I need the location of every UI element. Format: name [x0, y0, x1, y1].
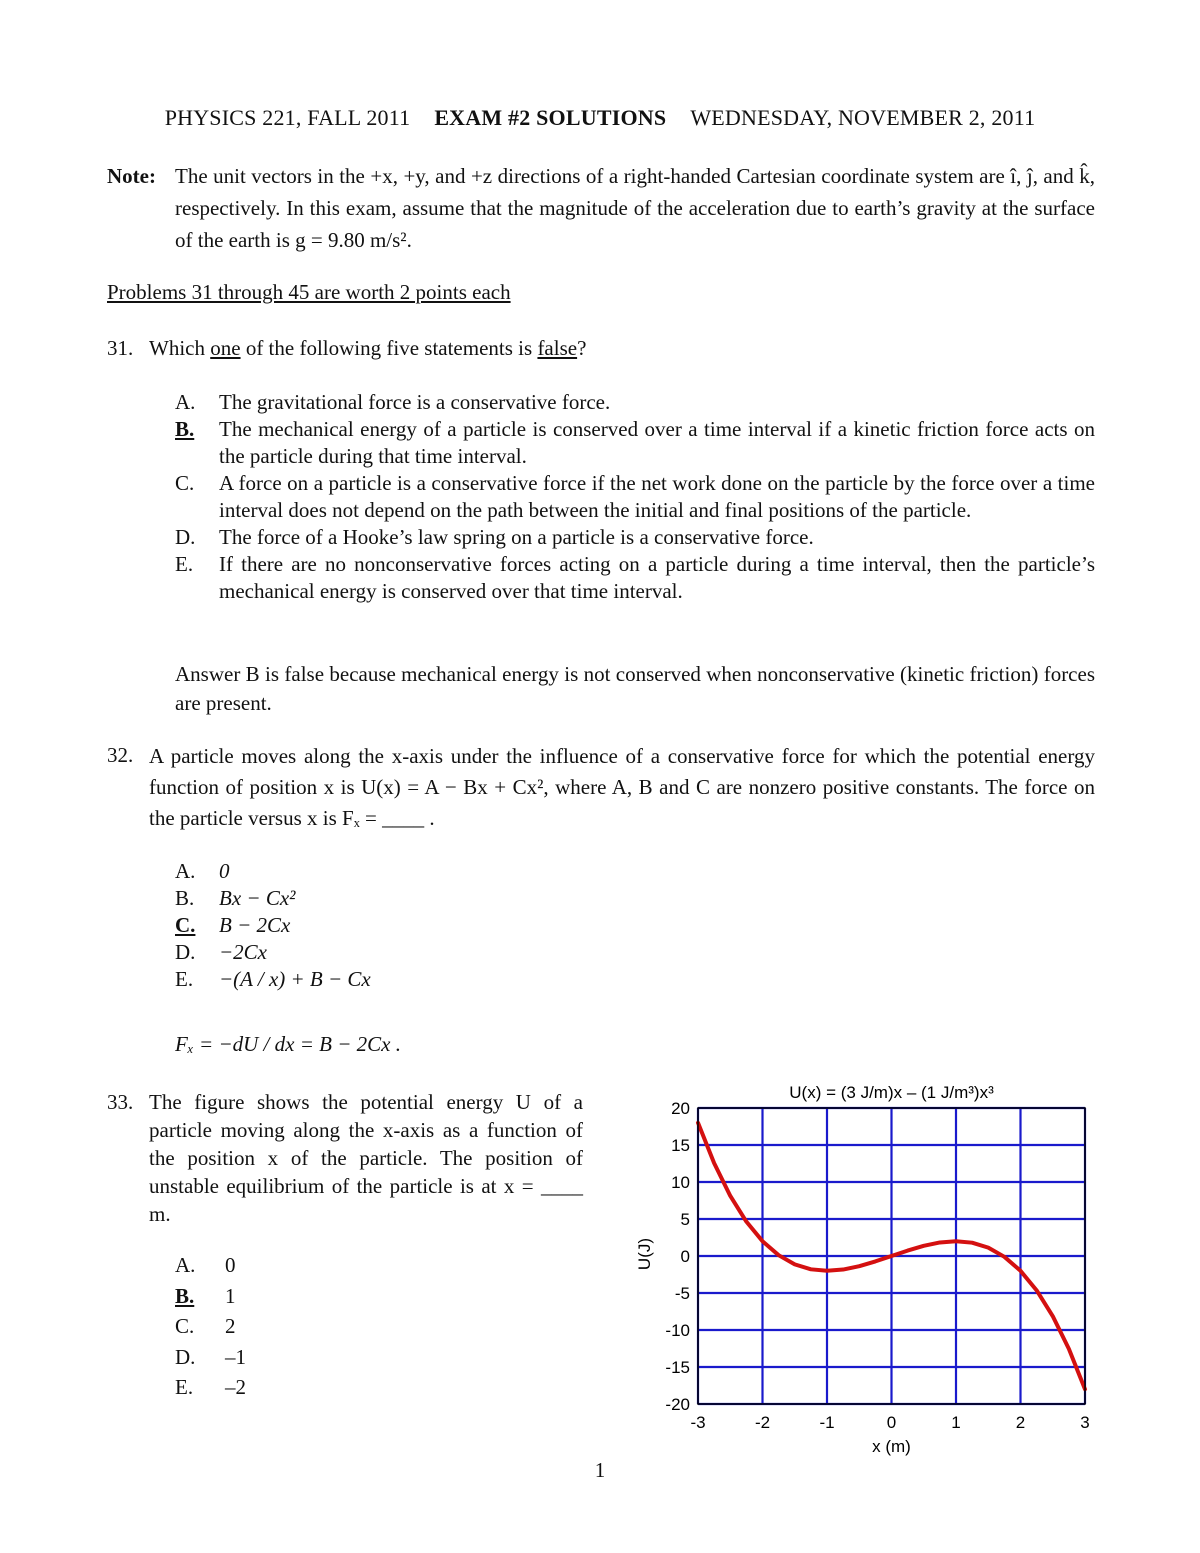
option-a: A. The gravitational force is a conservative force. [175, 390, 611, 414]
question-text: The figure shows the potential energy U of a particle moving along the x-axis as a function of the position x of the particle. The position of unstable equilibrium of the particle is at x = ____ m. [149, 1090, 583, 1226]
x-tick-label: 3 [1080, 1413, 1090, 1432]
exam-title: EXAM #2 SOLUTIONS [434, 105, 667, 130]
y-tick-label: 10 [671, 1173, 690, 1192]
x-tick-label: -1 [819, 1413, 835, 1432]
y-tick-label: -10 [665, 1321, 690, 1340]
option-c: C. B − 2Cx [175, 913, 291, 937]
question-text: A particle moves along the x-axis under the influence of a conservative force for which the potential energy function of position x is U(x) = A − Bx + Cx², where A, B and C are nonzero positive constants. The force on the particle versus x is Fₓ = ____ . [149, 744, 1095, 830]
option-b: B. The mechanical energy of a particle is conserved over a time interval if a kinetic friction force acts on the particle during that time interval. [175, 417, 1095, 468]
note-text: The unit vectors in the +x, +y, and +z directions of a right-handed Cartesian coordinate system are î, ĵ, and k̂, respectively. In this exam, assume that the magnitude of the acceleration due to earth’s gravity at the surface of the earth is g = 9.80 m/s². [175, 164, 1095, 252]
section-heading: Problems 31 through 45 are worth 2 points each [107, 280, 511, 304]
option-c: C. A force on a particle is a conservative force if the net work done on the particle by the force over a time interval does not depend on the path between the initial and final positions of the particle. [175, 471, 1095, 522]
correct-answer-marker: B. [175, 1283, 195, 1308]
y-tick-label: 5 [680, 1210, 690, 1229]
question-number: 31. [107, 336, 134, 360]
chart-tick-labels [665, 1099, 1089, 1432]
y-tick-label: -15 [665, 1358, 690, 1377]
correct-answer-marker: B. [175, 417, 195, 441]
y-tick-label: 0 [680, 1247, 690, 1266]
page-number: 1 [594, 1458, 606, 1482]
option-e: E. −(A / x) + B − Cx [175, 967, 371, 991]
x-tick-label: 0 [886, 1413, 897, 1432]
question-number: 32. [107, 743, 134, 767]
y-tick-label: -5 [674, 1284, 690, 1303]
option-b: B. 1 [175, 1281, 375, 1312]
exam-date: WEDNESDAY, NOVEMBER 2, 2011 [690, 105, 1036, 130]
correct-answer-marker: C. [175, 913, 196, 937]
x-tick-label: -3 [690, 1413, 706, 1432]
x-axis-label: x (m) [872, 1437, 911, 1456]
option-b: B. Bx − Cx² [175, 886, 296, 910]
option-a: A. 0 [175, 859, 230, 883]
x-tick-label: 2 [1015, 1413, 1026, 1432]
q31-answer-explanation: Answer B is false because mechanical energy is not conserved when nonconservative (kinetic friction) forces are present. [175, 662, 1095, 715]
option-d: D. –1 [175, 1344, 246, 1369]
y-axis-label: U(J) [635, 1237, 654, 1271]
option-d: D. −2Cx [175, 940, 267, 964]
course-title: PHYSICS 221, FALL 2011 [164, 105, 411, 130]
y-tick-label: 20 [671, 1099, 690, 1118]
option-c: C. 2 [175, 1314, 236, 1338]
y-tick-label: -20 [665, 1395, 690, 1414]
option-e: E. –2 [175, 1375, 246, 1399]
option-a: A. 0 [175, 1253, 236, 1277]
chart-title: U(x) = (3 J/m)x – (1 J/m³)x³ [789, 1083, 994, 1102]
option-e: E. If there are no nonconservative forces acting on a particle during a time interval, then the particle’s mechanical energy is conserved over that time interval. [175, 552, 1095, 603]
question-number: 33. [107, 1090, 134, 1114]
question-text: Which one of the following five statements is false? [149, 336, 587, 360]
q32-answer-derivation: Fₓ = −dU / dx = B − 2Cx . [175, 1032, 401, 1056]
option-d: D. The force of a Hooke’s law spring on a particle is a conservative force. [175, 525, 814, 549]
x-tick-label: 1 [951, 1413, 961, 1432]
y-tick-label: 15 [671, 1136, 690, 1155]
x-tick-label: -2 [754, 1413, 771, 1432]
note-label: Note: [107, 164, 156, 188]
